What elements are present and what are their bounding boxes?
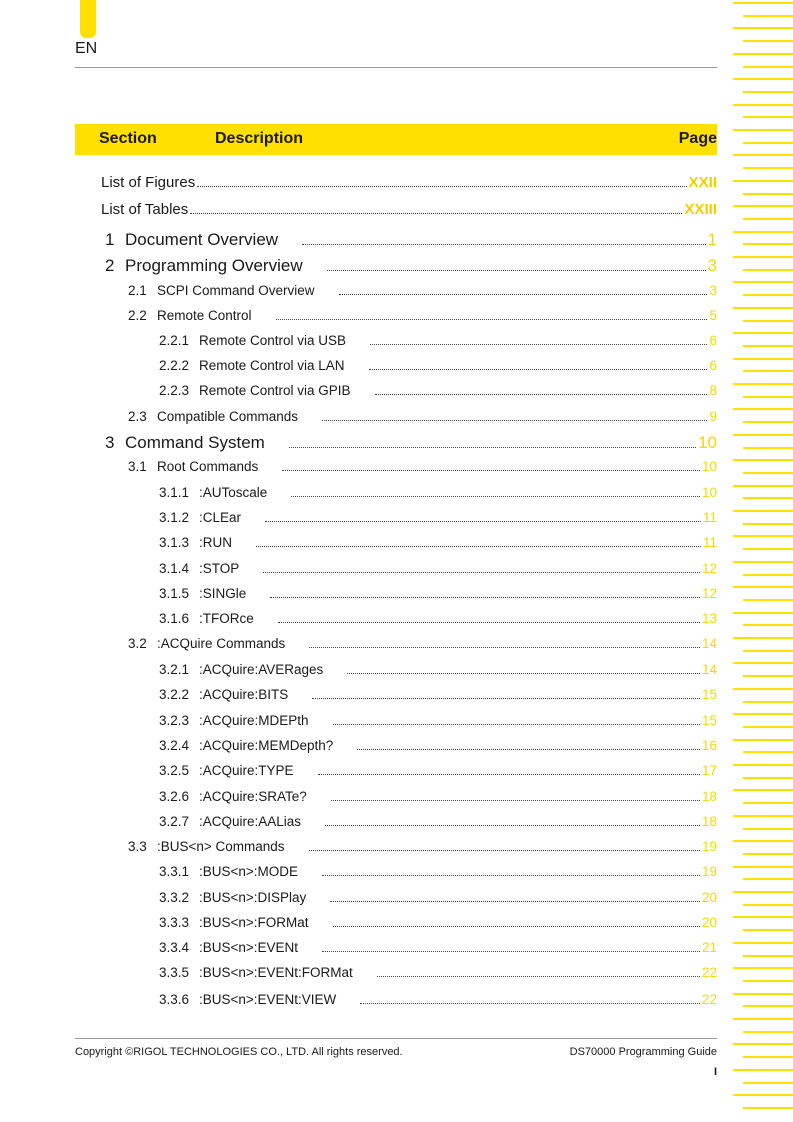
stripe-line (733, 180, 793, 182)
toc-entry-number: 2.2.1 (159, 333, 190, 348)
stripe-line (743, 472, 793, 474)
stripe-line (743, 980, 793, 982)
toc-leader-dots (309, 647, 700, 648)
header-divider (75, 67, 717, 68)
toc-entry[interactable] (159, 814, 717, 830)
stripe-line (743, 828, 793, 830)
toc-entry[interactable] (105, 230, 717, 250)
toc-entry-page: 17 (701, 763, 717, 778)
stripe-line (743, 193, 793, 195)
toc-entry-page: XXII (688, 174, 717, 191)
toc-entry-title: :ACQuire Commands (157, 636, 286, 651)
stripe-line (743, 726, 793, 728)
toc-entry-title: Command System (125, 433, 265, 452)
toc-entry-page: 16 (701, 738, 717, 753)
toc-entry-page: 13 (701, 611, 717, 626)
toc-entry-number: 3.1.5 (159, 586, 190, 601)
language-label: EN (75, 40, 98, 57)
toc-entry-title: :TFORce (199, 611, 254, 626)
toc-entry[interactable] (128, 839, 717, 855)
toc-entry-page: 10 (701, 459, 717, 474)
toc-entry-page: 12 (701, 586, 717, 601)
toc-entry-number: 2.2.2 (159, 358, 190, 373)
stripe-line (743, 1056, 793, 1058)
stripe-line (743, 66, 793, 68)
toc-entry-page: 9 (709, 409, 717, 424)
toc-entry[interactable] (128, 459, 717, 475)
toc-entry-title: :ACQuire:SRATe? (199, 789, 307, 804)
toc-entry-title: :CLEar (199, 510, 242, 525)
toc-entry-number: 2.2.3 (159, 383, 190, 398)
toc-entry-title: :ACQuire:MEMDepth? (199, 738, 334, 753)
stripe-line (733, 231, 793, 233)
toc-entry-title: Remote Control (157, 308, 252, 323)
toc-entry-page: 18 (701, 789, 717, 804)
stripe-line (743, 548, 793, 550)
stripe-line (743, 574, 793, 576)
toc-entry[interactable] (159, 940, 717, 956)
toc-entry[interactable] (128, 409, 717, 425)
toc-leader-dots (265, 521, 701, 522)
toc-entry[interactable] (159, 485, 717, 501)
stripe-line (733, 840, 793, 842)
toc-entry-title: :BUS<n>:DISPlay (199, 890, 307, 905)
toc-entry[interactable] (159, 383, 717, 399)
toc-entry[interactable] (159, 965, 717, 981)
stripe-line (733, 662, 793, 664)
stripe-line (743, 15, 793, 17)
stripe-line (733, 434, 793, 436)
stripe-line (743, 624, 793, 626)
toc-entry-page: 3 (709, 283, 717, 298)
page-number: I (713, 1066, 717, 1078)
stripe-line (733, 485, 793, 487)
toc-leader-dots (318, 774, 700, 775)
toc-leader-dots (263, 572, 700, 573)
stripe-line (733, 1043, 793, 1045)
stripe-line (733, 789, 793, 791)
toc-leader-dots (325, 825, 700, 826)
stripe-line (743, 878, 793, 880)
stripe-line (743, 497, 793, 499)
toc-entry-number: 2.3 (128, 409, 147, 424)
toc-entry-title: List of Tables (101, 201, 189, 218)
toc-entry-title: List of Figures (101, 174, 196, 191)
toc-entry[interactable] (159, 611, 717, 627)
toc-leader-dots (357, 749, 700, 750)
stripe-line (733, 866, 793, 868)
stripe-line (733, 739, 793, 741)
toc-leader-dots (331, 800, 700, 801)
stripe-line (733, 637, 793, 639)
stripe-line (743, 167, 793, 169)
stripe-line (743, 396, 793, 398)
toc-entry[interactable] (159, 662, 717, 678)
stripe-line (733, 129, 793, 131)
toc-entry-page: 18 (701, 814, 717, 829)
toc-entry-number: 2.1 (128, 283, 147, 298)
stripe-line (743, 675, 793, 677)
toc-entry-page: 22 (701, 992, 717, 1007)
toc-entry-title: Remote Control via LAN (199, 358, 345, 373)
toc-leader-dots (370, 344, 707, 345)
stripe-line (733, 27, 793, 29)
toc-entry-number: 3 (105, 433, 115, 452)
page-column-header: Page (678, 130, 717, 147)
stripe-line (733, 53, 793, 55)
toc-leader-dots (289, 447, 696, 448)
toc-leader-dots (377, 976, 700, 977)
toc-leader-dots (339, 294, 708, 295)
toc-entry-number: 3.2.1 (159, 662, 190, 677)
stripe-line (743, 370, 793, 372)
toc-entry-title: SCPI Command Overview (157, 283, 315, 298)
toc-entry-number: 3.3.1 (159, 864, 190, 879)
stripe-line (733, 383, 793, 385)
toc-entry-title: Compatible Commands (157, 409, 299, 424)
toc-entry[interactable] (159, 915, 717, 931)
toc-entry-title: :BUS<n>:EVENt:FORMat (199, 965, 353, 980)
stripe-line (743, 1031, 793, 1033)
toc-entry-number: 3.3 (128, 839, 147, 854)
stripe-line (733, 281, 793, 283)
yellow-tab-marker (80, 0, 96, 38)
toc-entry-page: 11 (702, 535, 717, 550)
stripe-line (733, 358, 793, 360)
decorative-stripes (733, 0, 793, 1122)
toc-entry[interactable] (159, 535, 717, 551)
toc-entry[interactable] (105, 433, 717, 453)
toc-entry-page: 15 (701, 713, 717, 728)
guide-title: DS70000 Programming Guide (569, 1046, 717, 1058)
toc-entry-number: 3.1.4 (159, 561, 190, 576)
stripe-line (733, 967, 793, 969)
toc-leader-dots (322, 951, 700, 952)
toc-entry-title: Remote Control via USB (199, 333, 347, 348)
toc-entry-title: Root Commands (157, 459, 259, 474)
stripe-line (743, 243, 793, 245)
toc-entry-title: :AUToscale (199, 485, 268, 500)
stripe-line (743, 320, 793, 322)
stripe-line (733, 561, 793, 563)
toc-leader-dots (333, 926, 700, 927)
toc-entry-title: :BUS<n> Commands (157, 839, 285, 854)
footer-divider (75, 1038, 717, 1039)
toc-leader-dots (291, 496, 700, 497)
toc-entry[interactable] (159, 561, 717, 577)
stripe-line (743, 955, 793, 957)
toc-entry-page: 19 (701, 839, 717, 854)
toc-entry-title: :STOP (199, 561, 240, 576)
toc-entry[interactable] (159, 763, 717, 779)
toc-leader-dots (369, 369, 708, 370)
toc-entry[interactable] (128, 283, 717, 299)
toc-entry-title: Programming Overview (125, 256, 303, 275)
toc-leader-dots (276, 319, 708, 320)
toc-entry-page: 3 (707, 256, 717, 275)
toc-leader-dots (256, 546, 701, 547)
toc-leader-dots (190, 213, 682, 214)
stripe-line (743, 142, 793, 144)
stripe-line (733, 612, 793, 614)
toc-entry-page: 14 (701, 662, 717, 677)
toc-entry-number: 3.1.2 (159, 510, 190, 525)
toc-leader-dots (360, 1003, 700, 1004)
toc-leader-dots (302, 244, 705, 245)
toc-entry-number: 3.1 (128, 459, 147, 474)
toc-leader-dots (347, 673, 700, 674)
toc-entry-page: 6 (709, 333, 717, 348)
toc-entry-number: 3.3.5 (159, 965, 190, 980)
toc-entry-number: 3.2.4 (159, 738, 190, 753)
stripe-line (733, 154, 793, 156)
stripe-line (743, 294, 793, 296)
stripe-line (743, 650, 793, 652)
stripe-line (733, 1094, 793, 1096)
toc-entry-title: :RUN (199, 535, 232, 550)
toc-entry-number: 3.2 (128, 636, 147, 651)
toc-entry-page: 6 (709, 358, 717, 373)
toc-leader-dots (197, 186, 686, 187)
toc-entry-title: :BUS<n>:EVENt:VIEW (199, 992, 337, 1007)
toc-entry-page: 11 (702, 510, 717, 525)
toc-entry-number: 3.2.3 (159, 713, 190, 728)
toc-entry-page: XXIII (684, 201, 717, 218)
stripe-line (733, 688, 793, 690)
stripe-line (743, 91, 793, 93)
stripe-line (743, 599, 793, 601)
toc-entry-number: 3.3.2 (159, 890, 190, 905)
toc-entry[interactable] (159, 890, 717, 906)
stripe-line (733, 510, 793, 512)
toc-entry-title: Remote Control via GPIB (199, 383, 351, 398)
toc-entry-page: 20 (701, 890, 717, 905)
toc-entry[interactable] (159, 510, 717, 526)
toc-entry-page: 14 (701, 636, 717, 651)
copyright-text: Copyright ©RIGOL TECHNOLOGIES CO., LTD. All rights reserved. (75, 1046, 403, 1058)
stripe-line (743, 40, 793, 42)
stripe-line (733, 891, 793, 893)
toc-entry-page: 5 (709, 308, 717, 323)
toc-entry-title: :ACQuire:TYPE (199, 763, 294, 778)
toc-entry-title: :ACQuire:AALias (199, 814, 302, 829)
toc-leader-dots (278, 622, 700, 623)
stripe-line (733, 408, 793, 410)
toc-entry[interactable] (159, 864, 717, 880)
toc-leader-dots (312, 698, 700, 699)
stripe-line (733, 586, 793, 588)
toc-entry-page: 19 (701, 864, 717, 879)
stripe-line (733, 993, 793, 995)
toc-table-header (75, 124, 717, 155)
toc-entry-page: 8 (709, 383, 717, 398)
toc-entry[interactable] (159, 738, 717, 754)
stripe-line (743, 1005, 793, 1007)
toc-entry-title: :BUS<n>:EVENt (199, 940, 299, 955)
toc-entry-title: :BUS<n>:FORMat (199, 915, 309, 930)
toc-entry[interactable] (159, 586, 717, 602)
toc-entry[interactable] (159, 333, 717, 349)
toc-entry[interactable] (159, 992, 717, 1008)
toc-entry-page: 22 (701, 965, 717, 980)
toc-leader-dots (282, 470, 700, 471)
toc-leader-dots (322, 875, 700, 876)
stripe-line (733, 1069, 793, 1071)
toc-entry-number: 3.1.3 (159, 535, 190, 550)
stripe-line (743, 345, 793, 347)
toc-entry-number: 3.1.6 (159, 611, 190, 626)
toc-entry-page: 10 (701, 485, 717, 500)
toc-entry-number: 3.2.2 (159, 687, 190, 702)
toc-entry-page: 12 (701, 561, 717, 576)
toc-entry-number: 3.2.6 (159, 789, 190, 804)
toc-entry[interactable] (159, 713, 717, 729)
toc-entry-title: :ACQuire:AVERages (199, 662, 324, 677)
stripe-line (733, 104, 793, 106)
stripe-line (733, 916, 793, 918)
toc-entry[interactable] (128, 636, 717, 652)
stripe-line (733, 764, 793, 766)
toc-entry-page: 10 (698, 433, 717, 452)
description-column-header: Description (215, 130, 304, 147)
toc-entry[interactable] (159, 687, 717, 703)
stripe-line (733, 535, 793, 537)
stripe-line (743, 904, 793, 906)
toc-entry[interactable] (159, 789, 717, 805)
stripe-line (733, 307, 793, 309)
stripe-line (743, 751, 793, 753)
toc-entry-page: 15 (701, 687, 717, 702)
stripe-line (743, 777, 793, 779)
toc-leader-dots (327, 270, 706, 271)
toc-entry-number: 3.3.3 (159, 915, 190, 930)
stripe-line (743, 421, 793, 423)
stripe-line (743, 701, 793, 703)
toc-entry[interactable] (128, 308, 717, 324)
stripe-line (733, 713, 793, 715)
toc-entry-title: Document Overview (125, 230, 279, 249)
toc-leader-dots (333, 724, 700, 725)
toc-entry-page: 1 (707, 230, 717, 249)
toc-entry-number: 1 (105, 230, 115, 249)
toc-entry-title: :ACQuire:MDEPth (199, 713, 309, 728)
toc-leader-dots (270, 597, 700, 598)
stripe-line (743, 929, 793, 931)
stripe-line (743, 1082, 793, 1084)
toc-leader-dots (375, 394, 708, 395)
toc-leader-dots (330, 901, 700, 902)
toc-entry[interactable] (101, 174, 717, 191)
toc-entry-number: 2.2 (128, 308, 147, 323)
stripe-line (743, 116, 793, 118)
toc-entry-title: :BUS<n>:MODE (199, 864, 299, 879)
toc-entry[interactable] (101, 201, 717, 218)
toc-entry-number: 3.3.6 (159, 992, 190, 1007)
stripe-line (733, 459, 793, 461)
stripe-line (733, 205, 793, 207)
toc-entry-number: 2 (105, 256, 115, 275)
stripe-line (733, 815, 793, 817)
stripe-line (743, 218, 793, 220)
stripe-line (733, 1018, 793, 1020)
toc-entry-title: :ACQuire:BITS (199, 687, 289, 702)
stripe-line (743, 269, 793, 271)
toc-entry-number: 3.1.1 (159, 485, 190, 500)
toc-leader-dots (309, 850, 700, 851)
toc-leader-dots (322, 420, 707, 421)
stripe-line (743, 853, 793, 855)
stripe-line (743, 1107, 793, 1109)
stripe-line (743, 523, 793, 525)
stripe-line (733, 78, 793, 80)
stripe-line (743, 447, 793, 449)
toc-entry-title: :SINGle (199, 586, 247, 601)
toc-entry[interactable] (159, 358, 717, 374)
toc-entry[interactable] (105, 256, 717, 276)
toc-entry-page: 20 (701, 915, 717, 930)
section-column-header: Section (99, 130, 157, 147)
stripe-line (733, 2, 793, 4)
toc-entry-page: 21 (701, 940, 717, 955)
stripe-line (733, 332, 793, 334)
toc-entry-number: 3.3.4 (159, 940, 190, 955)
stripe-line (733, 942, 793, 944)
stripe-line (743, 802, 793, 804)
toc-entry-number: 3.2.7 (159, 814, 190, 829)
stripe-line (733, 256, 793, 258)
toc-entry-number: 3.2.5 (159, 763, 190, 778)
